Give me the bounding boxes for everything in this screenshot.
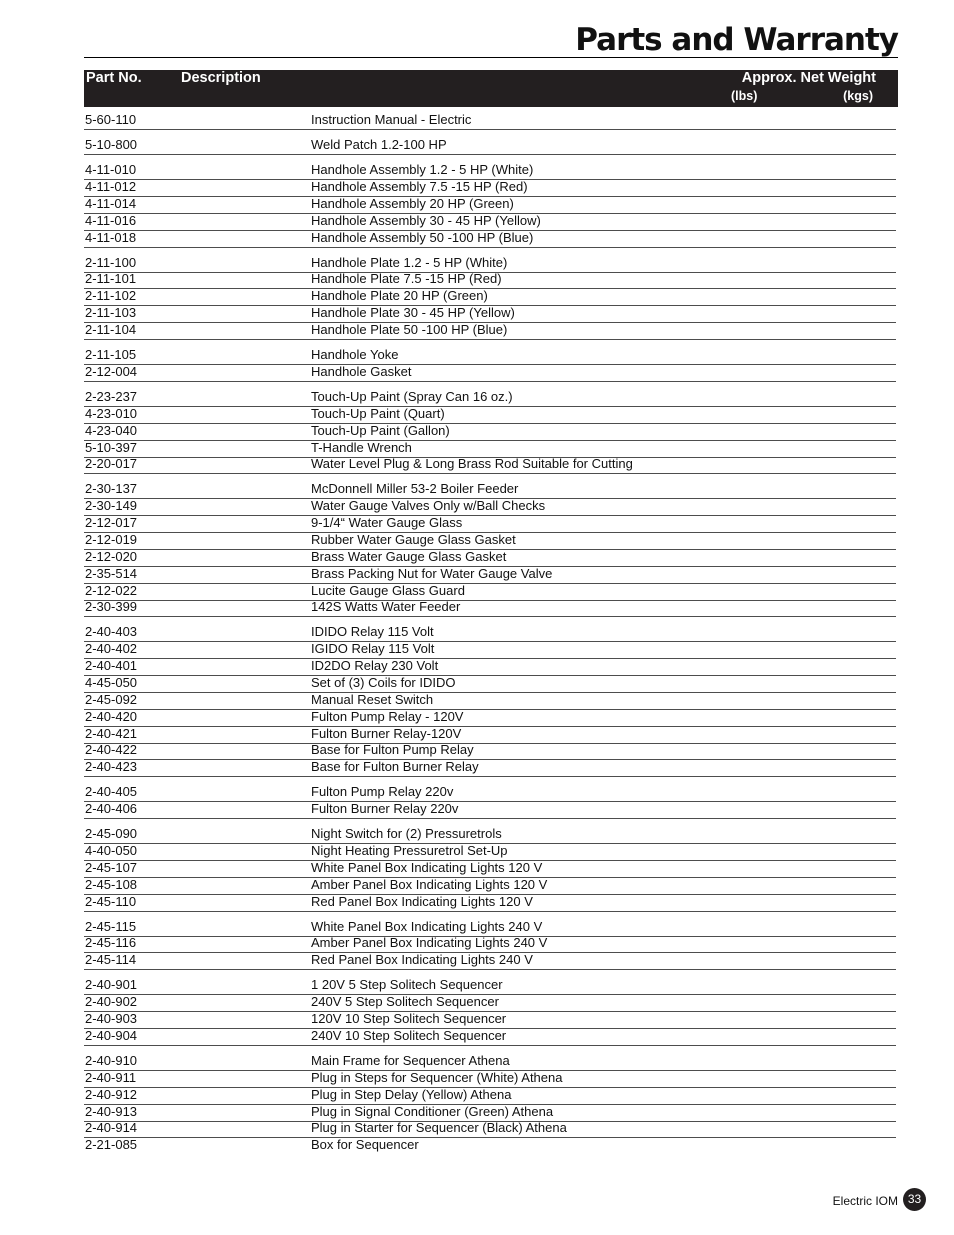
part-description: Night Heating Pressuretrol Set-Up: [311, 843, 508, 858]
part-description: Water Gauge Valves Only w/Ball Checks: [311, 498, 546, 514]
part-number: 2-40-403: [85, 624, 138, 640]
part-number: 2-40-911: [85, 1069, 137, 1085]
part-number: 2-40-422: [85, 742, 138, 758]
table-row: [84, 843, 896, 861]
table-row: [84, 826, 896, 844]
table-row: [84, 742, 896, 760]
part-number: 5-10-397: [85, 439, 138, 455]
part-number: 4-11-012: [85, 178, 137, 194]
table-row: [84, 389, 896, 407]
table-row: [84, 692, 896, 710]
part-description: IGIDO Relay 115 Volt: [311, 641, 435, 657]
part-number: 2-40-904: [85, 1027, 138, 1043]
table-row: [84, 213, 896, 231]
table-row: [84, 179, 896, 197]
part-description: Brass Packing Nut for Water Gauge Valve: [311, 565, 553, 581]
part-number: 2-11-101: [85, 271, 137, 287]
table-row: [84, 1137, 896, 1154]
part-number: 2-40-423: [85, 759, 138, 775]
part-number: 2-45-090: [85, 826, 138, 842]
part-description: Plug in Step Delay (Yellow) Athena: [311, 1086, 512, 1102]
part-description: Base for Fulton Burner Relay: [311, 759, 479, 775]
part-number: 5-60-110: [85, 112, 137, 127]
part-description: Handhole Plate 50 -100 HP (Blue): [311, 321, 508, 337]
part-description: Night Switch for (2) Pressuretrols: [311, 826, 502, 842]
table-row: [84, 440, 896, 458]
table-row: [84, 112, 896, 130]
table-row: [84, 860, 896, 878]
part-description: Handhole Assembly 30 - 45 HP (Yellow): [311, 212, 541, 228]
part-description: Manual Reset Switch: [311, 691, 434, 707]
part-number: 4-11-016: [85, 212, 137, 228]
table-row: [84, 1028, 896, 1046]
table-row: [84, 347, 896, 365]
part-description: Handhole Assembly 1.2 - 5 HP (White): [311, 162, 534, 178]
table-row: [84, 935, 896, 953]
table-row: [84, 599, 896, 617]
part-number: 2-12-020: [85, 548, 138, 564]
table-row: [84, 1053, 896, 1071]
table-row: [84, 322, 896, 340]
table-row: [84, 675, 896, 693]
part-description: T-Handle Wrench: [311, 439, 412, 455]
part-description: Weld Patch 1.2-100 HP: [311, 137, 447, 152]
table-row: [84, 481, 896, 499]
header-kgs: (kgs): [843, 89, 873, 103]
part-description: Lucite Gauge Glass Guard: [311, 582, 465, 598]
table-row: [84, 549, 896, 567]
part-number: 2-40-421: [85, 725, 138, 741]
part-description: 120V 10 Step Solitech Sequencer: [311, 1011, 507, 1026]
part-number: 2-21-085: [85, 1137, 138, 1153]
part-number: 2-40-910: [85, 1052, 138, 1068]
table-row: [84, 1087, 896, 1105]
part-number: 2-12-004: [85, 363, 138, 379]
part-number: 2-30-399: [85, 599, 138, 615]
part-number: 2-40-401: [85, 658, 138, 674]
part-description: 240V 10 Step Solitech Sequencer: [311, 1027, 507, 1043]
table-row: [84, 364, 896, 382]
part-description: Handhole Plate 1.2 - 5 HP (White): [311, 254, 508, 270]
part-description: Handhole Plate 20 HP (Green): [311, 288, 488, 304]
table-row: [84, 162, 896, 180]
table-row: [84, 784, 896, 802]
table-row: [84, 624, 896, 642]
part-description: Plug in Signal Conditioner (Green) Athena: [311, 1103, 554, 1119]
part-number: 2-23-237: [85, 388, 138, 404]
part-number: 2-30-137: [85, 481, 138, 497]
part-description: Set of (3) Coils for IDIDO: [311, 674, 456, 690]
table-row: [84, 498, 896, 516]
table-row: [84, 196, 896, 214]
part-description: 240V 5 Step Solitech Sequencer: [311, 994, 499, 1010]
table-row: [84, 641, 896, 659]
part-description: Touch-Up Paint (Quart): [311, 405, 445, 421]
table-row: [84, 456, 896, 474]
part-description: McDonnell Miller 53-2 Boiler Feeder: [311, 481, 519, 497]
part-number: 2-40-406: [85, 801, 138, 817]
table-row: [84, 709, 896, 727]
part-description: Touch-Up Paint (Gallon): [311, 422, 450, 438]
part-description: Handhole Plate 30 - 45 HP (Yellow): [311, 305, 515, 321]
part-description: Box for Sequencer: [311, 1137, 419, 1153]
header-lbs: (lbs): [731, 89, 758, 103]
part-number: 2-12-017: [85, 515, 138, 531]
part-description: IDIDO Relay 115 Volt: [311, 624, 434, 640]
part-description: Water Level Plug & Long Brass Rod Suitable for Cutting: [311, 456, 633, 472]
part-description: Handhole Assembly 20 HP (Green): [311, 195, 514, 211]
part-number: 2-45-116: [85, 935, 137, 951]
table-row: [84, 255, 896, 273]
part-number: 4-11-010: [85, 162, 137, 178]
part-description: Plug in Starter for Sequencer (Black) Athena: [311, 1120, 567, 1136]
page-number-badge: 33: [903, 1188, 926, 1211]
part-number: 2-12-022: [85, 582, 138, 598]
part-number: 2-40-405: [85, 784, 138, 800]
part-number: 2-20-017: [85, 456, 138, 472]
table-row: [84, 271, 896, 289]
part-description: Brass Water Gauge Glass Gasket: [311, 548, 507, 564]
header-part-no: Part No.: [86, 70, 142, 86]
part-description: Handhole Plate 7.5 -15 HP (Red): [311, 271, 502, 287]
part-description: Instruction Manual - Electric: [311, 112, 472, 127]
part-number: 2-40-913: [85, 1103, 138, 1119]
table-row: [84, 137, 896, 155]
table-row: [84, 952, 896, 970]
table-row: [84, 919, 896, 937]
table-row: [84, 532, 896, 550]
table-row: [84, 515, 896, 533]
table-row: [84, 583, 896, 601]
part-description: Handhole Assembly 7.5 -15 HP (Red): [311, 178, 528, 194]
part-description: Fulton Pump Relay - 120V: [311, 708, 464, 724]
table-row: [84, 406, 896, 424]
table-row: [84, 801, 896, 819]
part-description: Red Panel Box Indicating Lights 120 V: [311, 893, 533, 909]
part-description: Plug in Steps for Sequencer (White) Athena: [311, 1069, 563, 1085]
part-number: 2-40-902: [85, 994, 138, 1010]
table-row: [84, 726, 896, 744]
table-row: [84, 1120, 896, 1138]
table-row: [84, 759, 896, 777]
table-row: [84, 894, 896, 912]
part-number: 2-12-019: [85, 531, 138, 547]
part-number: 5-10-800: [85, 137, 138, 152]
table-row: [84, 877, 896, 895]
footer-label: Electric IOM: [832, 1194, 898, 1208]
table-row: [84, 423, 896, 441]
part-number: 4-11-018: [85, 229, 137, 245]
part-description: ID2DO Relay 230 Volt: [311, 658, 439, 674]
header-net-weight: Approx. Net Weight: [741, 70, 876, 86]
part-number: 2-45-108: [85, 876, 138, 892]
part-description: 9-1/4“ Water Gauge Glass: [311, 515, 463, 531]
part-number: 4-23-040: [85, 422, 138, 438]
table-row: [84, 230, 896, 248]
part-number: 4-23-010: [85, 405, 138, 421]
part-description: Red Panel Box Indicating Lights 240 V: [311, 952, 533, 968]
part-number: 2-40-912: [85, 1086, 138, 1102]
part-description: Base for Fulton Pump Relay: [311, 742, 474, 758]
part-description: 142S Watts Water Feeder: [311, 599, 461, 615]
part-number: 2-40-420: [85, 708, 138, 724]
part-number: 2-11-103: [85, 305, 137, 321]
table-row: [84, 566, 896, 584]
parts-table: [84, 0, 896, 1235]
table-row: [84, 1070, 896, 1088]
part-number: 2-11-104: [85, 321, 137, 337]
part-number: 4-40-050: [85, 843, 138, 858]
part-number: 2-40-402: [85, 641, 138, 657]
part-description: Amber Panel Box Indicating Lights 240 V: [311, 935, 548, 951]
part-description: Handhole Yoke: [311, 347, 399, 362]
part-description: Handhole Gasket: [311, 363, 412, 379]
table-row: [84, 1104, 896, 1122]
part-number: 2-45-115: [85, 918, 137, 934]
part-number: 4-45-050: [85, 674, 138, 690]
part-description: White Panel Box Indicating Lights 240 V: [311, 918, 543, 934]
part-number: 2-11-100: [85, 254, 137, 270]
part-number: 2-40-914: [85, 1120, 138, 1136]
part-description: Touch-Up Paint (Spray Can 16 oz.): [311, 388, 513, 404]
part-number: 2-11-102: [85, 288, 137, 304]
part-description: Main Frame for Sequencer Athena: [311, 1052, 510, 1068]
part-number: 2-30-149: [85, 498, 138, 514]
table-row: [84, 658, 896, 676]
part-number: 4-11-014: [85, 195, 137, 211]
part-number: 2-40-903: [85, 1011, 138, 1026]
part-description: Fulton Pump Relay 220v: [311, 784, 454, 800]
page-title: Parts and Warranty: [575, 22, 898, 58]
part-description: Handhole Assembly 50 -100 HP (Blue): [311, 229, 534, 245]
table-row: [84, 994, 896, 1012]
part-description: Amber Panel Box Indicating Lights 120 V: [311, 876, 548, 892]
part-number: 2-45-114: [85, 952, 137, 968]
table-row: [84, 977, 896, 995]
part-number: 2-45-092: [85, 691, 138, 707]
part-description: White Panel Box Indicating Lights 120 V: [311, 859, 543, 875]
table-row: [84, 288, 896, 306]
table-row: [84, 1011, 896, 1029]
part-number: 2-45-107: [85, 859, 138, 875]
table-row: [84, 305, 896, 323]
part-number: 2-40-901: [85, 977, 138, 993]
part-number: 2-11-105: [85, 347, 137, 362]
part-number: 2-35-514: [85, 565, 138, 581]
part-description: 1 20V 5 Step Solitech Sequencer: [311, 977, 503, 993]
part-description: Rubber Water Gauge Glass Gasket: [311, 531, 516, 547]
part-description: Fulton Burner Relay-120V: [311, 725, 462, 741]
header-description: Description: [181, 70, 261, 86]
part-number: 2-45-110: [85, 893, 137, 909]
part-description: Fulton Burner Relay 220v: [311, 801, 459, 817]
